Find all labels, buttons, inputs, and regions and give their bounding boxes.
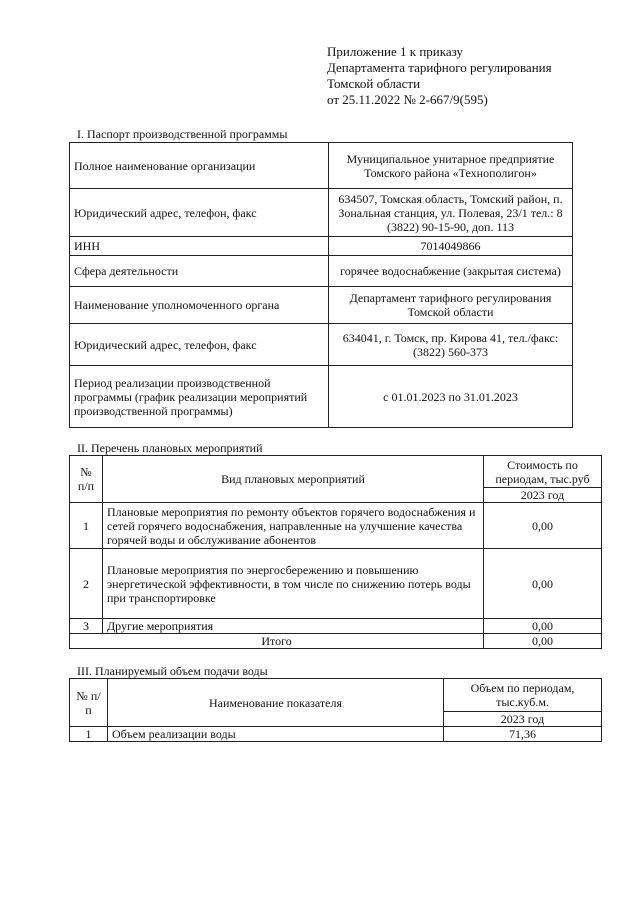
row-indicator: Объем реализации воды — [108, 727, 444, 742]
table-row — [70, 549, 602, 619]
row-volume: 71,36 — [444, 727, 602, 742]
passport-value: с 01.01.2023 по 31.01.2023 — [329, 366, 573, 428]
table-row — [70, 366, 573, 428]
table-row — [70, 619, 602, 634]
section-3-title: III. Планируемый объем подачи воды — [77, 664, 268, 678]
passport-label: Наименование уполномоченного органа — [70, 287, 329, 324]
table-row — [70, 237, 573, 256]
table-row — [70, 503, 602, 549]
table-row — [70, 256, 573, 287]
row-cost: 0,00 — [484, 503, 602, 549]
passport-value: 634041, г. Томск, пр. Кирова 41, тел./факс: (3822) 560-373 — [329, 324, 573, 366]
table-header-row — [70, 456, 602, 488]
header-cost: Стоимость по периодам, тыс.руб — [484, 456, 602, 488]
row-activity: Другие мероприятия — [103, 619, 484, 634]
passport-value: Муниципальное унитарное предприятие Томского района «Технополигон» — [329, 143, 573, 189]
appendix-header — [327, 44, 627, 108]
table-header-row — [70, 679, 602, 712]
passport-label: Юридический адрес, телефон, факс — [70, 324, 329, 366]
header-year: 2023 год — [444, 712, 602, 727]
header-year: 2023 год — [484, 488, 602, 503]
passport-value: 7014049866 — [329, 237, 573, 256]
table-row — [70, 727, 602, 742]
activities-table — [69, 455, 602, 649]
header-activity: Вид плановых мероприятий — [103, 456, 484, 503]
row-activity: Плановые мероприятия по энергосбережению и повышению энергетической эффективности, в том числе по снижению потерь воды при транспортировке — [103, 549, 484, 619]
header-volume: Объем по периодам, тыс.куб.м. — [444, 679, 602, 712]
passport-value: горячее водоснабжение (закрытая система) — [329, 256, 573, 287]
water-volume-table — [69, 678, 602, 742]
passport-label: Сфера деятельности — [70, 256, 329, 287]
passport-value: Департамент тарифного регулирования Томской области — [329, 287, 573, 324]
appendix-line: Департамента тарифного регулирования — [327, 60, 552, 75]
row-num: 1 — [70, 727, 108, 742]
row-num: 3 — [70, 619, 103, 634]
table-row — [70, 189, 573, 237]
passport-label: Полное наименование организации — [70, 143, 329, 189]
table-row — [70, 287, 573, 324]
passport-label: ИНН — [70, 237, 329, 256]
total-label: Итого — [70, 634, 484, 649]
header-num: № п/п — [70, 679, 108, 727]
appendix-line: Приложение 1 к приказу — [327, 44, 464, 59]
row-cost: 0,00 — [484, 549, 602, 619]
section-1-title: I. Паспорт производственной программы — [77, 127, 288, 141]
row-cost: 0,00 — [484, 619, 602, 634]
row-num: 2 — [70, 549, 103, 619]
table-row — [70, 143, 573, 189]
row-activity: Плановые мероприятия по ремонту объектов горячего водоснабжения и сетей горячего водоснабжения, направленные на улучшение качества горячей воды и обслуживание абонентов — [103, 503, 484, 549]
passport-table — [69, 142, 573, 428]
header-num: № п/п — [70, 456, 103, 503]
section-2-title: II. Перечень плановых мероприятий — [77, 441, 263, 455]
table-total-row — [70, 634, 602, 649]
passport-value: 634507, Томская область, Томский район, п. Зональная станция, ул. Полевая, 23/1 тел.: 8 (3822) 90-15-90, доп. 113 — [329, 189, 573, 237]
table-row — [70, 324, 573, 366]
header-indicator: Наименование показателя — [108, 679, 444, 727]
row-num: 1 — [70, 503, 103, 549]
appendix-date-line: от 25.11.2022 № 2-667/9(595) — [327, 92, 488, 107]
appendix-line: Томской области — [327, 76, 421, 91]
passport-label: Период реализации производственной программы (график реализации мероприятий производственной программы) — [70, 366, 329, 428]
total-value: 0,00 — [484, 634, 602, 649]
passport-label: Юридический адрес, телефон, факс — [70, 189, 329, 237]
